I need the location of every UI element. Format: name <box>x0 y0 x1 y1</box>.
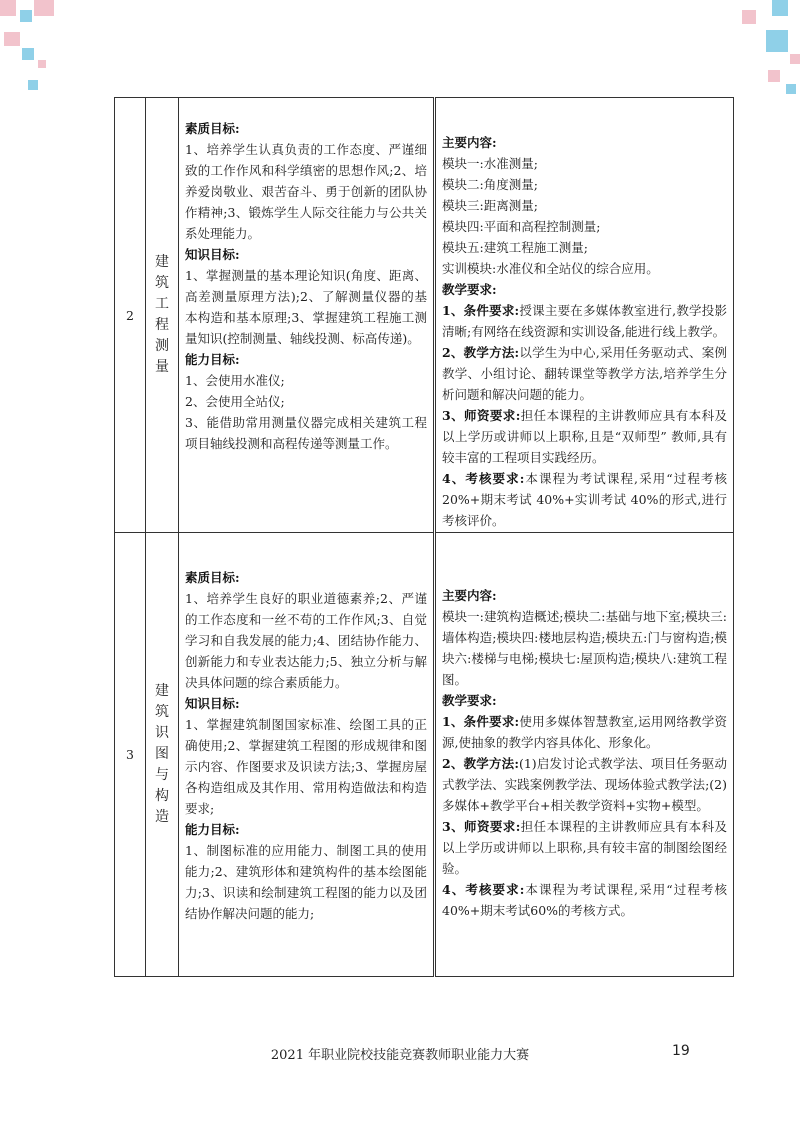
paragraph: 模块二:角度测量; <box>442 177 538 192</box>
section-heading: 能力目标: <box>185 822 240 837</box>
requirement-label: 2、教学方法: <box>442 756 519 771</box>
course-name-char: 工 <box>155 296 169 312</box>
section-heading: 素质目标: <box>185 570 240 585</box>
requirement-item <box>442 468 727 531</box>
course-name <box>146 98 179 533</box>
row-number: 3 <box>115 533 146 977</box>
course-name-char: 与 <box>155 767 169 783</box>
section-heading: 知识目标: <box>185 696 240 711</box>
table-row <box>115 98 734 533</box>
course-name-char: 建 <box>155 683 169 699</box>
requirement-item <box>442 405 727 468</box>
requirement-text: 授课主要在多媒体教室进行,教学投影清晰;有网络在线资源和实训设备,能进行线上教学。 <box>442 303 727 339</box>
course-goals <box>179 98 435 533</box>
course-name <box>146 533 179 977</box>
course-content <box>435 533 734 977</box>
requirement-text: 担任本课程的主讲教师应具有本科及以上学历或讲师以上职称,具有较丰富的制图绘图经验。 <box>442 819 727 876</box>
course-goals <box>179 533 435 977</box>
section-heading: 教学要求: <box>442 282 497 297</box>
requirement-item <box>442 711 727 753</box>
section-heading: 主要内容: <box>442 135 497 150</box>
paragraph: 1、培养学生良好的职业道德素养;2、严谨的工作态度和一丝不苟的工作作风;3、自觉学习和自我发展的能力;4、团结协作能力、创新能力和专业表达能力;5、独立分析与解决具体问题的综合素质能力。 <box>185 591 427 690</box>
paragraph: 1、培养学生认真负责的工作态度、严谨细致的工作作风和科学缜密的思想作风;2、培养爱岗敬业、艰苦奋斗、勇于创新的团队协作精神;3、锻炼学生人际交往能力与公共关系处理能力。 <box>185 142 427 241</box>
paragraph: 模块一:建筑构造概述;模块二:基础与地下室;模块三:墙体构造;模块四:楼地层构造;模块五:门与窗构造;模块六:楼梯与电梯;模块七:屋顶构造;模块八:建筑工程图。 <box>442 609 727 687</box>
course-name-char: 建 <box>155 254 169 270</box>
paragraph: 模块三:距离测量; <box>442 198 538 213</box>
paragraph: 1、掌握测量的基本理论知识(角度、距离、高差测量原理方法);2、了解测量仪器的基本构造和基本原理;3、掌握建筑工程施工测量知识(控制测量、轴线投测、标高传递)。 <box>185 268 427 346</box>
requirement-item <box>442 879 727 921</box>
paragraph: 1、制图标准的应用能力、制图工具的使用能力;2、建筑形体和建筑构件的基本绘图能力;3、识读和绘制建筑工程图的能力以及团结协作解决问题的能力; <box>185 843 427 921</box>
section-heading: 能力目标: <box>185 352 240 367</box>
requirement-item <box>442 816 727 879</box>
course-name-char: 程 <box>155 317 169 333</box>
paragraph: 模块四:平面和高程控制测量; <box>442 219 601 234</box>
paragraph: 3、能借助常用测量仪器完成相关建筑工程项目轴线投测和高程传递等测量工作。 <box>185 415 427 451</box>
page-number: 19 <box>672 1043 690 1059</box>
paragraph: 2、会使用全站仪; <box>185 394 285 409</box>
paragraph: 实训模块:水准仪和全站仪的综合应用。 <box>442 261 659 276</box>
course-name-char: 筑 <box>155 704 169 720</box>
corner-decoration-right <box>720 0 800 100</box>
requirement-label: 3、师资要求: <box>442 408 521 423</box>
requirement-text: 以学生为中心,采用任务驱动式、案例教学、小组讨论、翻转课堂等教学方法,培养学生分析问题和解决问题的能力。 <box>442 345 727 402</box>
course-name-char: 造 <box>155 809 169 825</box>
section-heading: 主要内容: <box>442 588 497 603</box>
requirement-item <box>442 753 727 816</box>
requirement-label: 1、条件要求: <box>442 303 520 318</box>
requirement-text: (1)启发讨论式教学法、项目任务驱动式教学法、实践案例教学法、现场体验式教学法;(2)多媒体+教学平台+相关教学资料+实物+模型。 <box>442 756 727 813</box>
course-name-char: 构 <box>155 788 169 804</box>
requirement-text: 使用多媒体智慧教室,运用网络教学资源,使抽象的教学内容具体化、形象化。 <box>442 714 727 750</box>
course-table <box>114 97 734 977</box>
course-content <box>435 98 734 533</box>
footer-text: 2021 年职业院校技能竞赛教师职业能力大赛 <box>270 1048 530 1063</box>
corner-decoration-left <box>0 0 80 100</box>
row-number: 2 <box>115 98 146 533</box>
section-heading: 素质目标: <box>185 121 240 136</box>
paragraph: 1、掌握建筑制图国家标准、绘图工具的正确使用;2、掌握建筑工程图的形成规律和图示内容、作图要求及识读方法;3、掌握房屋各构造组成及其作用、常用构造做法和构造要求; <box>185 717 427 816</box>
requirement-item <box>442 342 727 405</box>
course-name-char: 量 <box>155 359 169 375</box>
requirement-text: 担任本课程的主讲教师应具有本科及以上学历或讲师以上职称,且是“双师型” 教师,具有较丰富的工程项目实践经历。 <box>442 408 727 465</box>
course-name-char: 测 <box>155 338 169 354</box>
requirement-label: 1、条件要求: <box>442 714 520 729</box>
paragraph: 1、会使用水准仪; <box>185 373 285 388</box>
requirement-text: 本课程为考试课程,采用“过程考核40%+期末考试60%的考核方式。 <box>442 882 727 918</box>
section-heading: 教学要求: <box>442 693 497 708</box>
paragraph: 模块五:建筑工程施工测量; <box>442 240 588 255</box>
requirement-text: 本课程为考试课程,采用“过程考核20%+期末考试 40%+实训考试 40%的形式,进行考核评价。 <box>442 471 727 528</box>
requirement-item <box>442 300 727 342</box>
section-heading: 知识目标: <box>185 247 240 262</box>
requirement-label: 4、考核要求: <box>442 471 525 486</box>
requirement-label: 4、考核要求: <box>442 882 525 897</box>
course-name-char: 识 <box>155 725 169 741</box>
table-row <box>115 533 734 977</box>
requirement-label: 3、师资要求: <box>442 819 521 834</box>
course-name-char: 筑 <box>155 275 169 291</box>
requirement-label: 2、教学方法: <box>442 345 520 360</box>
paragraph: 模块一:水准测量; <box>442 156 538 171</box>
course-name-char: 图 <box>155 746 169 762</box>
